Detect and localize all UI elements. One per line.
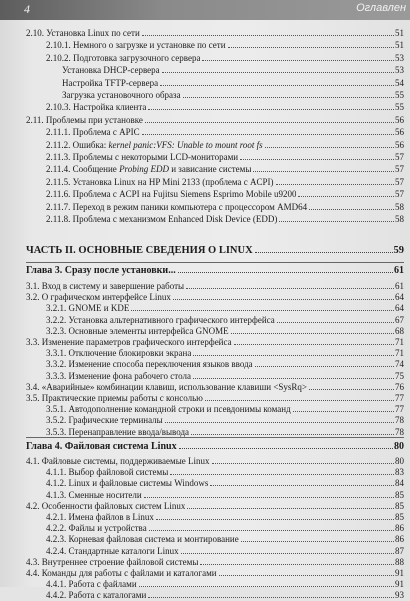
toc-entry-page: 88: [395, 556, 404, 567]
toc-entry-title: 4.2.3. Корневая файловая система и монтирование: [46, 534, 239, 545]
leader-dots: [148, 109, 394, 110]
toc-entry: [26, 455, 404, 467]
leader-dots: [200, 564, 394, 565]
part-title: ЧАСТЬ II. ОСНОВНЫЕ СВЕДЕНИЯ О LINUX: [26, 245, 253, 256]
toc-entry: [46, 188, 404, 200]
toc-entry-title: 4.4. Команды для работы с файлами и каталогами: [26, 568, 217, 578]
toc-entry-title: 4.1.3. Сменные носители: [46, 489, 142, 500]
toc-entry-title: Настройка TFTP-сервера: [62, 77, 159, 88]
page-header: [0, 0, 410, 20]
leader-dots: [234, 344, 394, 345]
leader-dots: [231, 333, 394, 334]
toc-entry-page: 75: [395, 370, 404, 381]
chapter-3-heading: [26, 264, 404, 277]
toc-entry-page: 53: [395, 65, 404, 76]
toc-entry-title: 3.4. «Аварийные» комбинации клавиш, использование клавиши <SysRq>: [26, 381, 308, 392]
leader-dots: [178, 272, 393, 273]
toc-entry-page: 91: [395, 579, 404, 590]
toc-entry-title: 4.1. Файловые системы, поддерживаемые Linux: [26, 456, 210, 466]
leader-dots: [193, 355, 394, 356]
leader-dots: [165, 422, 394, 423]
toc-entry: [26, 500, 404, 512]
toc-entry-page: 85: [395, 512, 404, 522]
toc-entry-title: 4.1.1. Выбор файловой системы: [46, 467, 169, 478]
toc-entry: [26, 280, 404, 292]
toc-entry: [46, 403, 404, 415]
toc-entry-title: 3.2.3. Основные элементы интерфейса GNOME: [46, 325, 229, 336]
toc-entry-page: 58: [395, 214, 404, 224]
toc-entry-page: 76: [395, 381, 404, 392]
toc-entry-page: 83: [395, 467, 404, 478]
leader-dots: [191, 434, 394, 435]
running-title: Оглавлен: [356, 2, 406, 14]
toc-entry: [26, 27, 404, 39]
toc-entry-page: 77: [395, 393, 404, 403]
leader-dots: [279, 221, 394, 222]
toc-entry-title: 3.3.1. Отключение блокировки экрана: [46, 348, 192, 359]
leader-dots: [181, 553, 394, 554]
toc-entry: [26, 567, 404, 579]
leader-dots: [148, 597, 394, 598]
toc-entry-page: 56: [395, 114, 404, 125]
leader-dots: [162, 72, 394, 73]
chapter-3-title: Глава 3. Сразу после установки...: [26, 265, 176, 276]
toc-entry: [46, 426, 404, 438]
part-heading: [26, 244, 404, 258]
toc-entry-title: 2.11.3. Проблемы с некоторыми LCD-мониторами: [46, 152, 239, 162]
leader-dots: [131, 310, 394, 311]
toc-entry-page: 57: [395, 176, 404, 187]
toc-entry: [46, 533, 404, 545]
toc-entry: [46, 39, 404, 51]
leader-dots: [186, 288, 394, 289]
toc-entry: [46, 126, 404, 138]
toc-entry-page: 53: [395, 52, 404, 63]
leader-dots: [309, 389, 394, 390]
toc-entry-page: 86: [395, 523, 404, 534]
toc-entry: [46, 302, 404, 314]
toc-entry-page: 86: [395, 534, 404, 545]
toc-entry-title: 3.3. Изменение параметров графического интерфейса: [26, 337, 232, 347]
toc-entry-page: 51: [395, 40, 404, 51]
toc-entry-page: 57: [395, 152, 404, 162]
leader-dots: [179, 448, 393, 449]
leader-dots: [219, 575, 394, 576]
toc-entry-page: 56: [395, 139, 404, 150]
toc-entry-title: 2.10.1. Немного о загрузке и установке по сети: [46, 40, 226, 51]
chapter-3-page: 61: [394, 265, 404, 276]
toc-entry-page: 56: [395, 127, 404, 138]
toc-entry: [62, 89, 404, 101]
toc-entry: [26, 336, 404, 348]
toc-entry: [46, 477, 404, 489]
toc-entry-title: 3.5.3. Перенаправление ввода/вывода: [46, 426, 190, 437]
toc-entry-page: 85: [395, 489, 404, 500]
leader-dots: [183, 97, 394, 98]
toc-entry: [46, 151, 404, 163]
toc-entry-page: 68: [395, 325, 404, 336]
toc-entry-page: 74: [395, 359, 404, 370]
chapter-rule: [26, 262, 404, 263]
leader-dots: [156, 519, 394, 520]
toc-entry-page: 57: [395, 189, 404, 200]
leader-dots: [145, 122, 394, 123]
toc-entry: [26, 381, 404, 393]
toc-entry: [62, 64, 404, 76]
toc-entry-page: 55: [395, 90, 404, 100]
leader-dots: [277, 322, 394, 323]
toc-entry: [46, 52, 404, 64]
toc-entry-title: 3.1. Вход в систему и завершение работы: [26, 281, 185, 291]
toc-entry-page: 93: [395, 590, 404, 601]
toc-entry-page: 71: [395, 348, 404, 359]
toc-entry-page: 71: [395, 337, 404, 347]
toc-entry-page: 91: [395, 568, 404, 578]
toc-entry: [46, 358, 404, 370]
page-number: 4: [24, 2, 30, 16]
leader-dots: [149, 530, 394, 531]
leader-dots: [202, 60, 394, 61]
toc-entry-page: 78: [395, 415, 404, 426]
toc-entry-title: 4.4.2. Работа с каталогами: [46, 590, 147, 601]
chapter-4-page: 80: [394, 441, 404, 452]
toc-entry-title: 4.2.4. Стандартные каталоги Linux: [46, 545, 179, 556]
leader-dots: [142, 134, 394, 135]
toc-entry-title: 2.10. Установка Linux по сети: [26, 28, 140, 38]
leader-dots: [144, 497, 394, 498]
part-page: 59: [393, 245, 404, 256]
toc-entry-title: 3.5.1. Автодополнение командной строки и псевдонимы команд: [46, 404, 291, 415]
toc-entry-title: 4.1.2. Linux и файловые системы Windows: [46, 478, 209, 489]
leader-dots: [265, 147, 394, 148]
leader-dots: [187, 508, 394, 509]
toc-entry-title: 3.2.1. GNOME и KDE: [46, 303, 130, 314]
toc-entry-title: 3.2.2. Установка альтернативного графического интерфейса: [46, 314, 275, 325]
toc-entry-page: 54: [395, 77, 404, 88]
toc-entry-title: 3.5. Практические приемы работы с консолью: [26, 393, 203, 403]
toc-entry: [26, 114, 404, 126]
toc-entry-page: 64: [395, 303, 404, 314]
toc-entry: [46, 370, 404, 382]
toc-entry: [26, 556, 404, 568]
toc-entry: [46, 325, 404, 337]
toc-entry: [46, 176, 404, 188]
leader-dots: [240, 159, 394, 160]
leader-dots: [276, 184, 394, 185]
leader-dots: [253, 171, 394, 172]
toc-entry-title: 2.11.2. Ошибка: kernel panic:VFS: Unable to mount root fs: [46, 139, 263, 150]
leader-dots: [255, 366, 394, 367]
toc-entry: [46, 414, 404, 426]
toc-entry-page: 58: [395, 201, 404, 212]
toc-entry: [46, 511, 404, 523]
toc-entry: [46, 101, 404, 113]
toc-entry: [46, 347, 404, 359]
toc-entry: [46, 139, 404, 151]
leader-dots: [160, 85, 394, 86]
toc-entry-title: 2.10.2. Подготовка загрузочного сервера: [46, 52, 201, 63]
leader-dots: [255, 252, 393, 253]
leader-dots: [173, 299, 394, 300]
toc-entry: [46, 589, 404, 601]
toc-entry-title: 2.11.5. Установка Linux на HP Mini 2133 (проблема с ACPI): [46, 176, 274, 187]
leader-dots: [309, 209, 394, 210]
toc-entry-page: 85: [395, 500, 404, 511]
toc-entry-title: 4.2.2. Файлы и устройства: [46, 523, 147, 534]
leader-dots: [298, 196, 394, 197]
toc-entry-title: 2.11.4. Сообщение Probing EDD и зависание системы: [46, 164, 252, 175]
leader-dots: [170, 474, 394, 475]
toc-entry-title: Установка DHCP-сервера: [62, 65, 160, 76]
toc-entry-title: 3.5.2. Графические терминалы: [46, 415, 163, 426]
toc-entry-title: 2.11.8. Проблема с механизмом Enhanced Disk Device (EDD): [46, 214, 278, 224]
toc-entry-page: 78: [395, 426, 404, 437]
toc-entry-title: 4.4.1. Работа с файлами: [46, 579, 137, 590]
leader-dots: [212, 463, 394, 464]
toc-entry: [46, 578, 404, 590]
leader-dots: [193, 378, 394, 379]
toc-entry-page: 64: [395, 292, 404, 303]
toc-entry-title: 3.3.3. Изменение фона рабочего стола: [46, 370, 191, 381]
toc-entry-page: 80: [395, 456, 404, 466]
leader-dots: [228, 47, 394, 48]
toc-entry: [46, 314, 404, 326]
toc-entry-title: 4.2. Особенности файловых систем Linux: [26, 500, 186, 511]
toc-entry-title: 2.10.3. Настройка клиента: [46, 102, 147, 113]
toc-entry: [46, 522, 404, 534]
toc-entry-page: 77: [395, 404, 404, 415]
toc-entry: [46, 163, 404, 175]
toc-entry-title: Загрузка установочного образа: [62, 90, 181, 100]
toc-entry-title: 4.3. Внутреннее строение файловой системы: [26, 556, 199, 567]
chapter-4-title: Глава 4. Файловая система Linux: [26, 441, 177, 452]
toc-entry-title: 4.2.1. Имена файлов в Linux: [46, 512, 154, 522]
toc-entry: [46, 201, 404, 213]
toc-entry-page: 51: [395, 28, 404, 38]
chapter-4-heading: [26, 440, 404, 453]
toc-entry-page: 57: [395, 164, 404, 175]
leader-dots: [205, 400, 394, 401]
toc-entry-title: 2.11.1. Проблема с APIC: [46, 127, 140, 138]
leader-dots: [241, 541, 394, 542]
toc-entry-page: 55: [395, 102, 404, 113]
toc-entry: [46, 545, 404, 557]
toc-entry-page: 61: [395, 281, 404, 291]
toc-entry-title: 2.11. Проблемы при установке: [26, 114, 143, 125]
toc-entry-title: 3.2. О графическом интерфейсе Linux: [26, 292, 171, 303]
toc-entry: [26, 291, 404, 303]
toc-entry-title: 3.3.2. Изменение способа переключения языков ввода: [46, 359, 253, 370]
toc-entry: [26, 392, 404, 404]
toc-entry-page: 87: [395, 545, 404, 556]
toc-entry: [46, 489, 404, 501]
toc-entry-title: 2.11.7. Переход в режим паники компьютера с процессором AMD64: [46, 201, 308, 212]
leader-dots: [210, 485, 394, 486]
toc-entry-page: 84: [395, 478, 404, 489]
leader-dots: [142, 35, 394, 36]
toc-entry: [46, 466, 404, 478]
leader-dots: [293, 411, 394, 412]
toc-entry-title: 2.11.6. Проблема с ACPI на Fujitsu Siemens Esprimo Mobile u9200: [46, 189, 297, 200]
toc-entry-page: 67: [395, 314, 404, 325]
toc-entry: [62, 77, 404, 89]
toc-entry: [46, 213, 404, 225]
